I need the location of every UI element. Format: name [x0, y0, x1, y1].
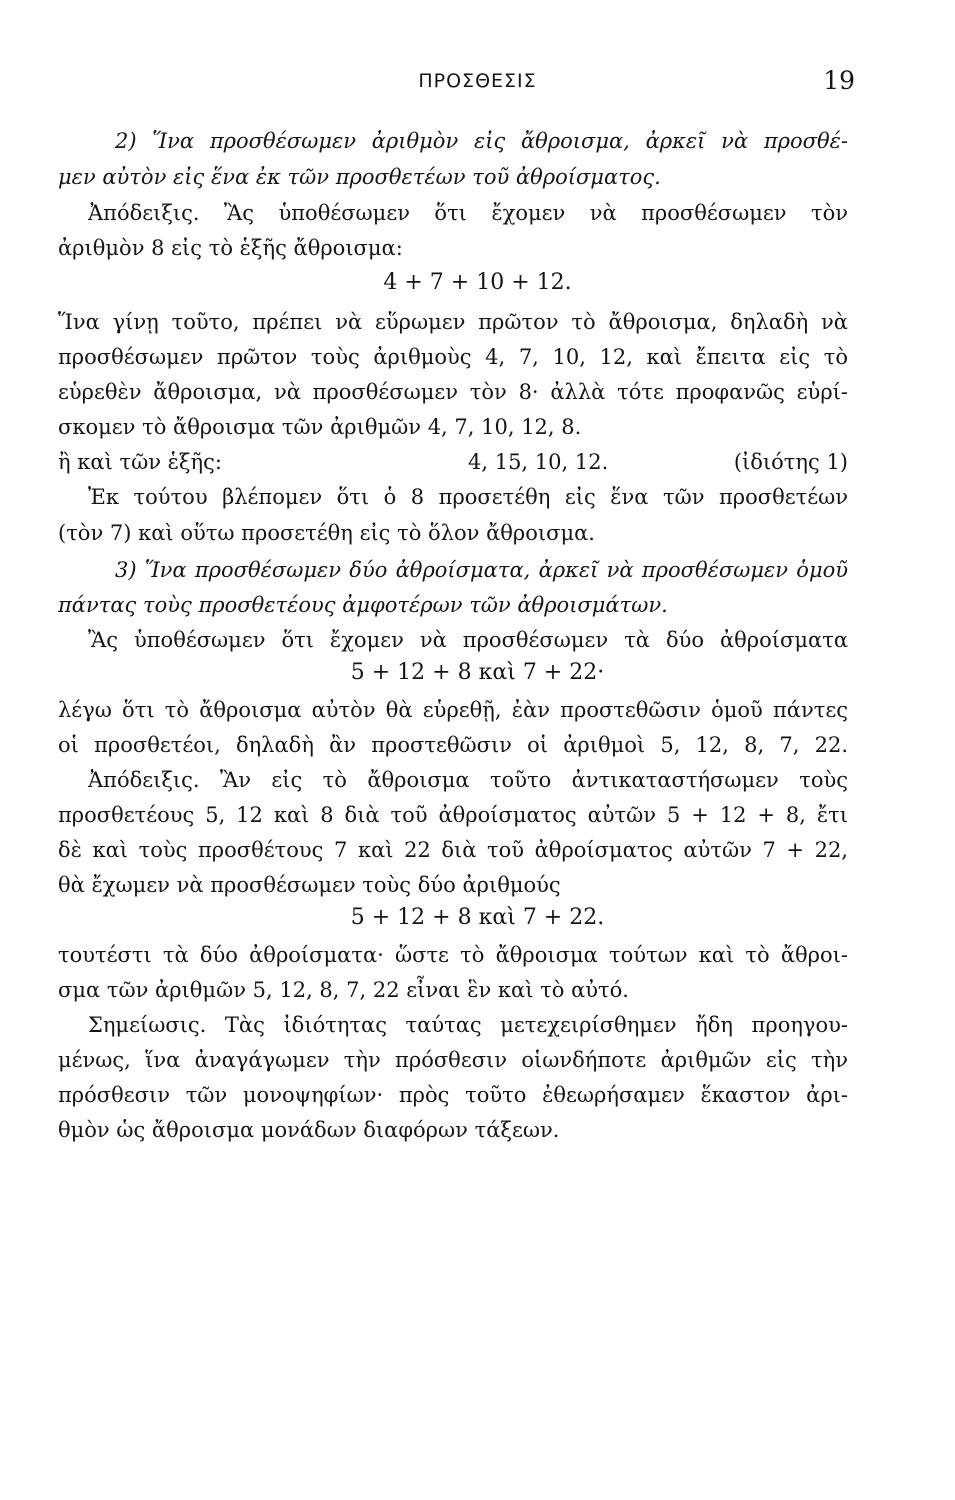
text-line: πρόσθεσιν τῶν μονοψηφίων· πρὸς τοῦτο ἐθεωρήσαμεν ἕκαστον ἀρι- — [58, 1083, 848, 1107]
text-line: ἢ καὶ τῶν ἑξῆς: — [58, 450, 222, 474]
text-line: Ἐκ τούτου βλέπομεν ὅτι ὁ 8 προσετέθη εἰς ἕνα τῶν προσθετέων — [88, 485, 848, 509]
formula: 4 + 7 + 10 + 12. — [383, 270, 572, 295]
text-line: σκομεν τὸ ἄθροισμα τῶν ἀριθμῶν 4, 7, 10, 12, 8. — [58, 415, 582, 439]
text-line: οἱ προσθετέοι, δηλαδὴ ἂν προστεθῶσιν οἱ ἀριθμοὶ 5, 12, 8, 7, 22. — [58, 733, 848, 757]
property-2-statement-cont: μεν αὐτὸν εἰς ἕνα ἐκ τῶν προσθετέων τοῦ ἀθροίσματος. — [58, 165, 661, 189]
text-line: ἀριθμὸν 8 εἰς τὸ ἑξῆς ἄθροισμα: — [58, 236, 403, 260]
text-line: προσθέσωμεν πρῶτον τοὺς ἀριθμοὺς 4, 7, 10, 12, καὶ ἔπειτα εἰς τὸ — [58, 345, 848, 369]
note-line: Σημείωσις. Τὰς ἰδιότητας ταύτας μετεχειρίσθημεν ἤδη προηγου- — [88, 1013, 848, 1037]
text-line: εὑρεθὲν ἄθροισμα, νὰ προσθέσωμεν τὸν 8· ἀλλὰ τότε προφανῶς εὑρί- — [58, 380, 848, 404]
text-line: τουτέστι τὰ δύο ἀθροίσματα· ὥστε τὸ ἄθροισμα τούτων καὶ τὸ ἄθροι- — [58, 943, 848, 967]
proof-line: Ἀπόδειξις. Ἂς ὑποθέσωμεν ὅτι ἔχομεν νὰ προσθέσωμεν τὸν — [88, 201, 848, 225]
property-3-statement-cont: πάντας τοὺς προσθετέους ἀμφοτέρων τῶν ἀθροισμάτων. — [58, 593, 668, 617]
property-3-statement: 3) Ἵνα προσθέσωμεν δύο ἀθροίσματα, ἀρκεῖ νὰ προσθέσωμεν ὁμοῦ — [115, 558, 848, 582]
page-number: 19 — [823, 66, 855, 95]
text-line: Ἵνα γίνῃ τοῦτο, πρέπει νὰ εὕρωμεν πρῶτον τὸ ἄθροισμα, δηλαδὴ νὰ — [58, 310, 848, 334]
text-line: λέγω ὅτι τὸ ἄθροισμα αὐτὸν θὰ εὑρεθῇ, ἐὰν προστεθῶσιν ὁμοῦ πάντες — [58, 698, 848, 722]
text-line: θμὸν ὡς ἄθροισμα μονάδων διαφόρων τάξεων. — [58, 1118, 560, 1142]
text-line: μένως, ἵνα ἀναγάγωμεν τὴν πρόσθεσιν οἱωνδήποτε ἀριθμῶν εἰς τὴν — [58, 1048, 848, 1072]
running-header: ΠΡΟΣΘΕΣΙΣ — [418, 70, 537, 92]
text-line: Ἂς ὑποθέσωμεν ὅτι ἔχομεν νὰ προσθέσωμεν τὰ δύο ἀθροίσματα — [88, 628, 848, 652]
property-reference: (ἰδιότης 1) — [733, 450, 848, 474]
formula: 5 + 12 + 8 καὶ 7 + 22· — [350, 660, 605, 685]
text-line: δὲ καὶ τοὺς προσθέτους 7 καὶ 22 διὰ τοῦ ἀθροίσματος αὐτῶν 7 + 22, — [58, 838, 848, 862]
text-line: (τὸν 7) καὶ οὕτω προσετέθη εἰς τὸ ὅλον ἄθροισμα. — [58, 521, 595, 545]
formula-inline: 4, 15, 10, 12. — [468, 450, 609, 474]
text-line: προσθετέους 5, 12 καὶ 8 διὰ τοῦ ἀθροίσματος αὐτῶν 5 + 12 + 8, ἔτι — [58, 803, 848, 827]
formula: 5 + 12 + 8 καὶ 7 + 22. — [350, 905, 605, 930]
proof-line: Ἀπόδειξις. Ἂν εἰς τὸ ἄθροισμα τοῦτο ἀντικαταστήσωμεν τοὺς — [88, 768, 848, 792]
text-line: θὰ ἔχωμεν νὰ προσθέσωμεν τοὺς δύο ἀριθμούς — [58, 873, 561, 897]
text-line: σμα τῶν ἀριθμῶν 5, 12, 8, 7, 22 εἶναι ἓν καὶ τὸ αὐτό. — [58, 978, 629, 1002]
property-2-statement: 2) Ἵνα προσθέσωμεν ἀριθμὸν εἰς ἄθροισμα, ἀρκεῖ νὰ προσθέ- — [115, 129, 848, 153]
